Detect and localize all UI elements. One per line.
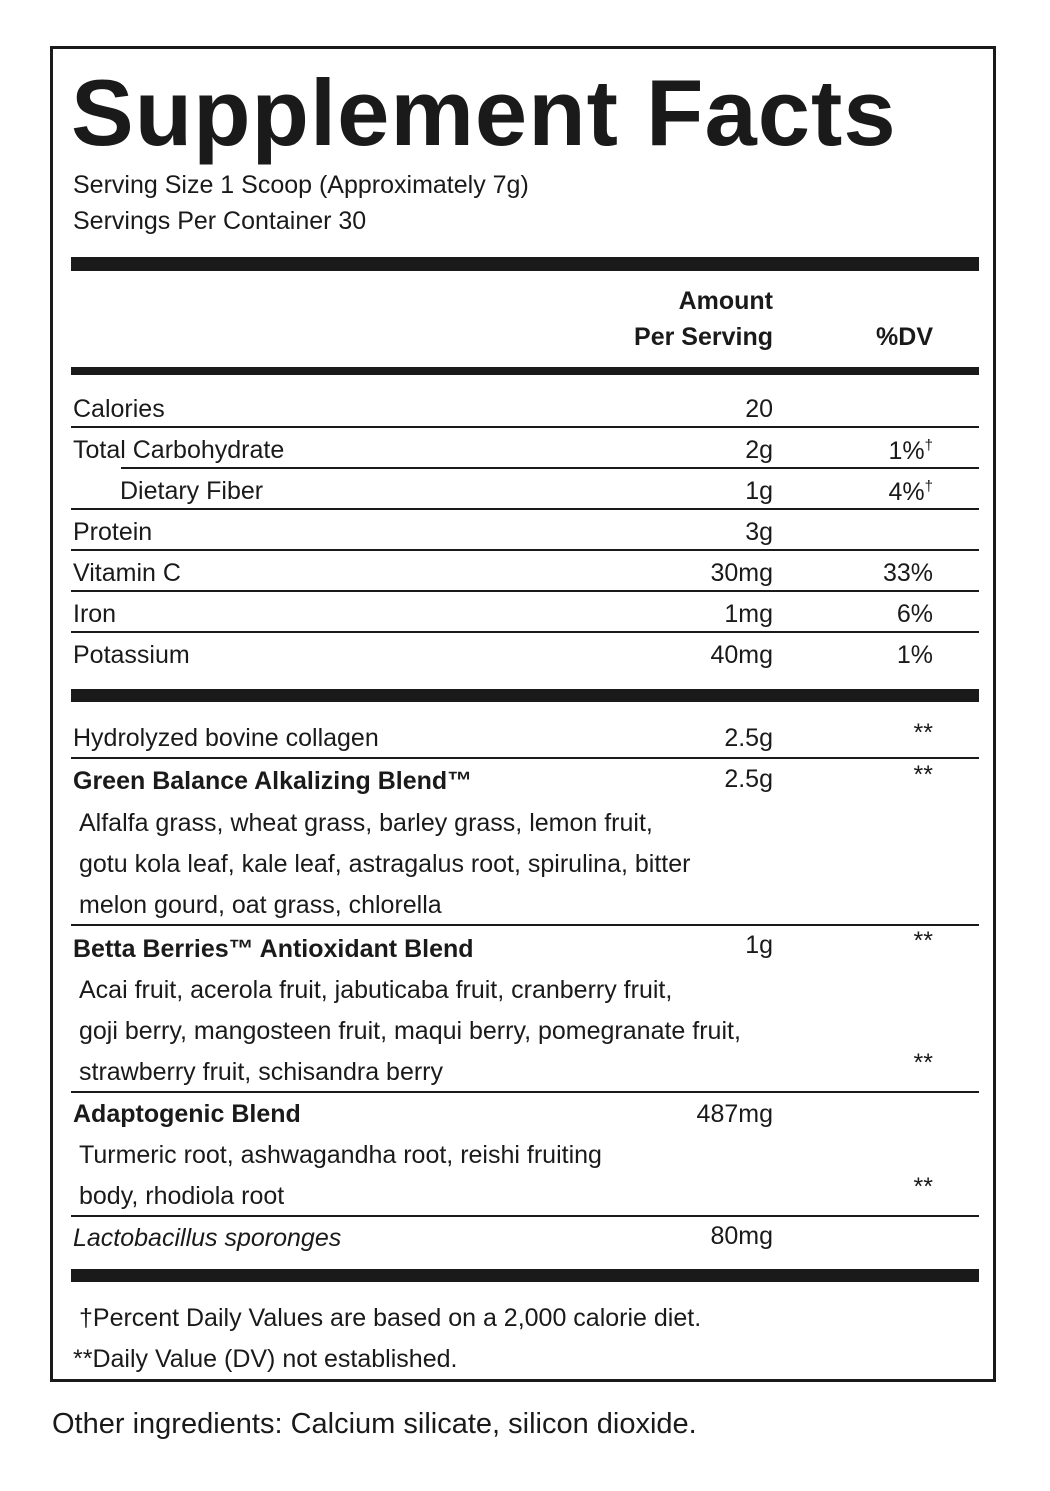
adaptogenic-blend-name: Adaptogenic Blend: [73, 1100, 301, 1128]
row-divider: [71, 924, 979, 926]
berries-blend-dv: **: [913, 1049, 933, 1077]
servings-per-container: Servings Per Container 30: [73, 207, 367, 235]
other-ingredients: Other ingredients: Calcium silicate, silicon dioxide.: [52, 1408, 697, 1440]
adaptogenic-blend-ingredients: body, rhodiola root: [79, 1182, 285, 1210]
nutrient-amount: 1mg: [724, 600, 773, 628]
berries-blend-amount: 1g: [745, 931, 773, 959]
row-divider: [71, 590, 979, 592]
berries-blend-ingredients: strawberry fruit, schisandra berry: [79, 1058, 444, 1086]
collagen-name: Hydrolyzed bovine collagen: [73, 724, 379, 752]
nutrient-dv: 1%: [896, 641, 933, 669]
berries-blend-dv: **: [913, 927, 933, 955]
collagen-dv: **: [913, 719, 933, 747]
row-divider: [71, 549, 979, 551]
berries-blend-name: Betta Berries™ Antioxidant Blend: [73, 935, 474, 963]
dagger-mark: †: [924, 437, 933, 454]
nutrient-amount: 20: [745, 395, 773, 423]
medium-divider: [71, 367, 979, 375]
green-blend-ingredients: Alfalfa grass, wheat grass, barley grass, lemon fruit,: [79, 809, 653, 837]
serving-size: Serving Size 1 Scoop (Approximately 7g): [73, 171, 529, 199]
dv-footnote: †Percent Daily Values are based on a 2,000 calorie diet.: [79, 1304, 702, 1332]
row-divider: [71, 426, 979, 428]
nutrient-amount: 40mg: [710, 641, 773, 669]
collagen-amount: 2.5g: [724, 724, 773, 752]
green-blend-dv: **: [913, 761, 933, 789]
thick-divider: [71, 1269, 979, 1282]
nutrient-name: Dietary Fiber: [120, 477, 264, 505]
green-blend-name: Green Balance Alkalizing Blend™: [73, 767, 473, 795]
row-divider: [71, 508, 979, 510]
adaptogenic-blend-dv: **: [913, 1173, 933, 1201]
nutrient-name: Calories: [73, 395, 165, 423]
lactobacillus-amount: 80mg: [710, 1222, 773, 1250]
not-established-footnote: **Daily Value (DV) not established.: [73, 1345, 458, 1373]
nutrient-dv: 4%†: [888, 478, 933, 506]
dagger-mark: †: [924, 478, 933, 495]
row-divider: [71, 631, 979, 633]
adaptogenic-blend-ingredients: Turmeric root, ashwagandha root, reishi fruiting: [79, 1141, 602, 1169]
nutrient-name: Potassium: [73, 641, 190, 669]
nutrient-name: Protein: [73, 518, 153, 546]
nutrient-name: Vitamin C: [73, 559, 181, 587]
row-divider: [71, 1091, 979, 1093]
panel-title: Supplement Facts: [71, 60, 897, 165]
thick-divider: [71, 689, 979, 702]
nutrient-dv: 33%: [882, 559, 933, 587]
nutrient-amount: 2g: [745, 436, 773, 464]
row-divider: [71, 757, 979, 759]
amount-header-line1: Amount: [678, 287, 773, 315]
nutrient-name: Iron: [73, 600, 117, 628]
row-divider: [71, 1215, 979, 1217]
berries-blend-ingredients: goji berry, mangosteen fruit, maqui berry, pomegranate fruit,: [79, 1017, 741, 1045]
nutrient-dv: 1%†: [888, 437, 933, 465]
nutrient-name: Total Carbohydrate: [73, 436, 285, 464]
thick-divider: [71, 257, 979, 271]
green-blend-ingredients: gotu kola leaf, kale leaf, astragalus root, spirulina, bitter: [79, 850, 691, 878]
dv-header: %DV: [876, 323, 933, 351]
green-blend-ingredients: melon gourd, oat grass, chlorella: [79, 891, 442, 919]
nutrient-dv: 6%: [896, 600, 933, 628]
green-blend-amount: 2.5g: [724, 765, 773, 793]
nutrient-amount: 30mg: [710, 559, 773, 587]
supplement-facts-panel: [50, 46, 996, 1382]
amount-header-line2: Per Serving: [634, 323, 773, 351]
berries-blend-ingredients: Acai fruit, acerola fruit, jabuticaba fruit, cranberry fruit,: [79, 976, 673, 1004]
nutrient-amount: 3g: [745, 518, 773, 546]
lactobacillus-name: Lactobacillus sporonges: [73, 1224, 342, 1252]
row-divider: [121, 467, 979, 469]
nutrient-amount: 1g: [745, 477, 773, 505]
adaptogenic-blend-amount: 487mg: [696, 1100, 773, 1128]
